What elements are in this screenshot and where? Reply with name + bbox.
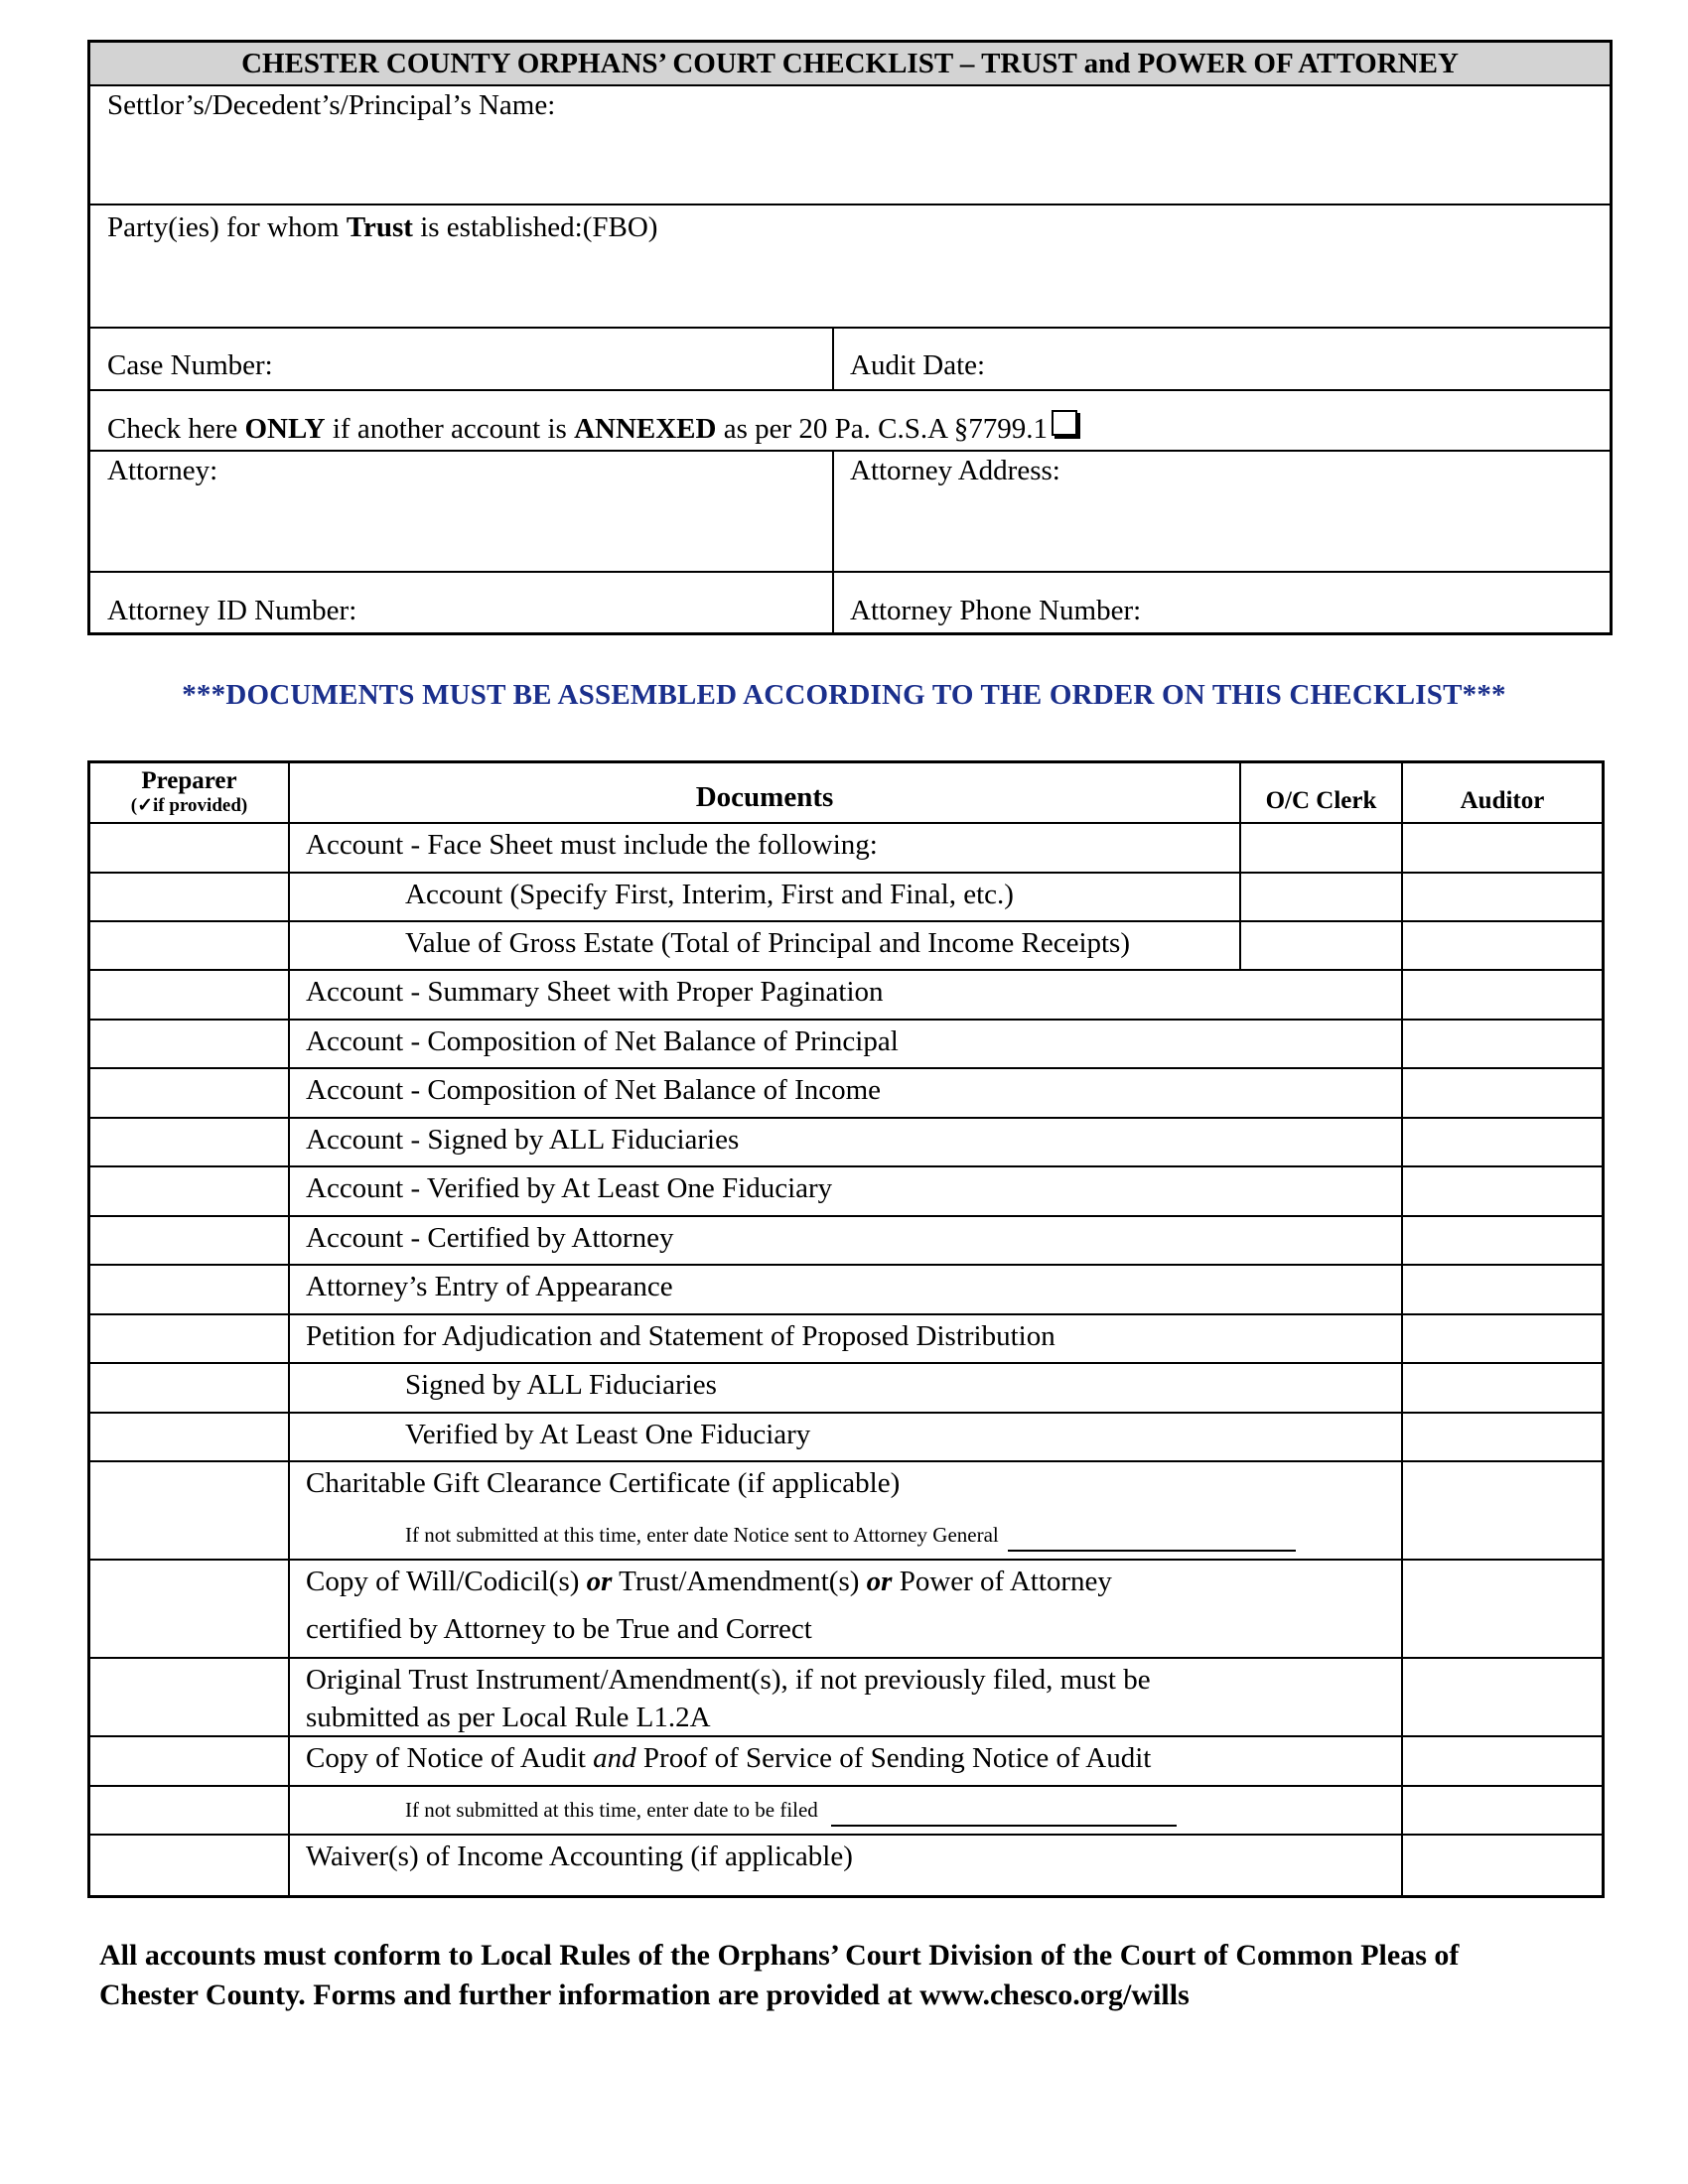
checklist-item-net-principal: Account - Composition of Net Balance of Principal: [306, 1025, 899, 1057]
notice-audit-note: [405, 1798, 1177, 1827]
preparer-header-text: Preparer: [141, 767, 237, 794]
attorney-address-label: Attorney Address:: [850, 455, 1060, 486]
divider: [90, 1460, 1602, 1462]
attorney-label: Attorney:: [107, 455, 218, 486]
divider: [90, 1362, 1602, 1364]
attorney-id-label: Attorney ID Number:: [107, 595, 357, 626]
checklist-item-original-trust-line2: submitted as per Local Rule L1.2A: [306, 1702, 711, 1733]
assembly-notice: ***DOCUMENTS MUST BE ASSEMBLED ACCORDING TO THE ORDER ON THIS CHECKLIST***: [182, 679, 1506, 711]
checklist-item-verified-fiduciary: Account - Verified by At Least One Fiduciary: [306, 1172, 833, 1204]
notice-audit-note-text: If not submitted at this time, enter date to be filed: [405, 1798, 818, 1822]
party-label-trust: Trust: [346, 211, 413, 243]
will-copy-text: Trust/Amendment(s): [612, 1566, 867, 1597]
annex-text-only: ONLY: [244, 413, 326, 445]
will-copy-text: Power of Attorney: [892, 1566, 1112, 1597]
divider: [90, 1165, 1602, 1167]
charitable-gift-note: [405, 1523, 1296, 1552]
checklist-item-charitable-gift: Charitable Gift Clearance Certificate (if applicable): [306, 1467, 901, 1499]
notice-audit-and: and: [593, 1742, 636, 1774]
footer-line-1: All accounts must conform to Local Rules of the Orphans’ Court Division of the Court of Common Pleas of: [99, 1939, 1460, 1972]
divider: [832, 327, 834, 389]
annexed-account-row: [107, 410, 1077, 446]
party-label-suffix: is established:(FBO): [412, 211, 658, 243]
settlor-name-field[interactable]: [107, 89, 555, 122]
checklist-item-petition-verified: Verified by At Least One Fiduciary: [405, 1419, 811, 1450]
divider: [90, 1117, 1602, 1119]
divider: [90, 1834, 1602, 1836]
audit-date-field[interactable]: [850, 349, 985, 382]
divider: [90, 571, 1610, 573]
notice-audit-text: Copy of Notice of Audit: [306, 1742, 594, 1774]
preparer-column-header: [90, 767, 288, 795]
annexed-checkbox[interactable]: [1052, 410, 1077, 436]
form-title: CHESTER COUNTY ORPHANS’ COURT CHECKLIST – TRUST and POWER OF ATTORNEY: [90, 43, 1610, 86]
divider: [90, 1559, 1602, 1561]
oc-clerk-column-header: O/C Clerk: [1265, 787, 1377, 814]
charitable-gift-note-text: If not submitted at this time, enter date Notice sent to Attorney General: [405, 1523, 999, 1547]
divider: [90, 327, 1610, 329]
settlor-name-label: Settlor’s/Decedent’s/Principal’s Name:: [107, 89, 556, 121]
annex-text: as per 20 Pa. C.S.A §7799.1: [716, 413, 1048, 445]
checklist-item-waiver: Waiver(s) of Income Accounting (if applicable): [306, 1841, 853, 1872]
will-copy-or: or: [586, 1566, 613, 1597]
footer-note: [99, 1936, 1609, 2015]
annex-text: Check here: [107, 413, 245, 445]
divider: [90, 1264, 1602, 1266]
checklist-item-signed-fiduciaries: Account - Signed by ALL Fiduciaries: [306, 1124, 740, 1156]
divider: [90, 1657, 1602, 1659]
notice-audit-text: Proof of Service of Sending Notice of Audit: [635, 1742, 1152, 1774]
case-number-label: Case Number:: [107, 349, 273, 381]
auditor-column-header: Auditor: [1460, 787, 1545, 814]
divider: [90, 822, 1602, 824]
documents-checklist-table: [87, 760, 1605, 1898]
divider: [90, 1735, 1602, 1737]
attorney-field[interactable]: [107, 455, 217, 487]
attorney-id-field[interactable]: [107, 595, 356, 627]
divider: [90, 920, 1602, 922]
preparer-column-subheader: (✓if provided): [130, 795, 248, 816]
divider: [1401, 763, 1403, 1895]
audit-date-label: Audit Date:: [850, 349, 986, 381]
annex-text: if another account is: [325, 413, 575, 445]
divider: [90, 389, 1610, 391]
checklist-item-entry-appearance: Attorney’s Entry of Appearance: [306, 1271, 673, 1302]
checklist-item-face-sheet: Account - Face Sheet must include the following:: [306, 829, 878, 861]
checklist-item-original-trust: Original Trust Instrument/Amendment(s), if not previously filed, must be: [306, 1664, 1151, 1696]
will-copy-text: Copy of Will/Codicil(s): [306, 1566, 587, 1597]
annex-text-annexed: ANNEXED: [574, 413, 717, 445]
attorney-address-field[interactable]: [850, 455, 1060, 487]
checklist-item-certified-attorney: Account - Certified by Attorney: [306, 1222, 674, 1254]
attorney-phone-label: Attorney Phone Number:: [850, 595, 1142, 626]
checklist-item-account-type: Account (Specify First, Interim, First and Final, etc.): [405, 879, 1014, 910]
checklist-item-will-copy: [306, 1566, 1112, 1598]
divider: [90, 969, 1602, 971]
checklist-item-petition: Petition for Adjudication and Statement of Proposed Distribution: [306, 1320, 1055, 1352]
checklist-item-notice-of-audit: [306, 1742, 1151, 1775]
footer-line-2: Chester County. Forms and further information are provided at www.chesco.org/wills: [99, 1979, 1190, 2011]
checklist-item-summary-sheet: Account - Summary Sheet with Proper Pagination: [306, 976, 884, 1008]
filing-date-blank[interactable]: [831, 1800, 1177, 1827]
checklist-item-will-copy-line2: certified by Attorney to be True and Correct: [306, 1613, 812, 1645]
divider: [90, 1785, 1602, 1787]
divider: [90, 204, 1610, 205]
divider: [90, 1019, 1602, 1021]
will-copy-or: or: [866, 1566, 893, 1597]
notice-date-blank[interactable]: [1008, 1525, 1296, 1552]
checklist-item-net-income: Account - Composition of Net Balance of Income: [306, 1074, 882, 1106]
divider: [90, 1067, 1602, 1069]
checklist-item-petition-signed: Signed by ALL Fiduciaries: [405, 1369, 717, 1401]
party-label-prefix: Party(ies) for whom: [107, 211, 347, 243]
divider: [288, 763, 290, 1895]
party-fbo-field[interactable]: [107, 211, 657, 244]
divider: [832, 450, 834, 635]
documents-column-header: Documents: [695, 781, 834, 813]
case-number-field[interactable]: [107, 349, 273, 382]
divider: [90, 1313, 1602, 1315]
case-info-table: [87, 40, 1613, 635]
divider: [90, 872, 1602, 874]
divider: [90, 450, 1610, 452]
divider: [90, 1412, 1602, 1414]
checklist-item-gross-estate: Value of Gross Estate (Total of Principal and Income Receipts): [405, 927, 1130, 959]
attorney-phone-field[interactable]: [850, 595, 1141, 627]
divider: [90, 1215, 1602, 1217]
